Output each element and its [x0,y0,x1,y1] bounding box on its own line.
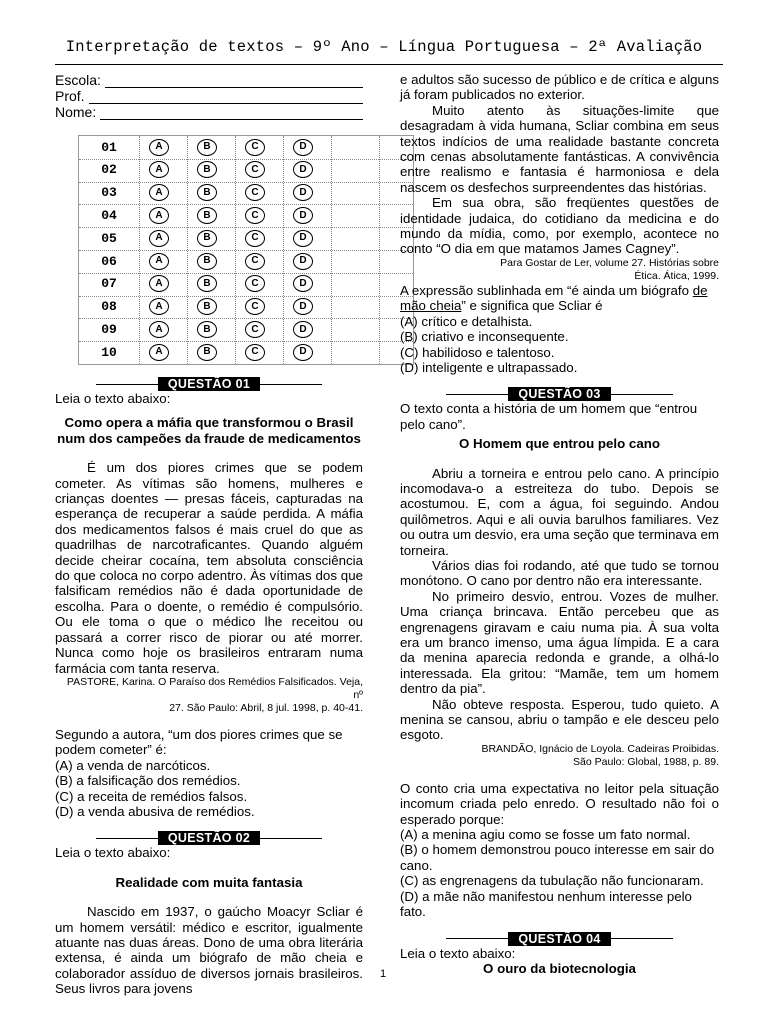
answer-row [79,136,413,159]
answer-row [79,159,413,182]
answer-bubble-b[interactable]: B [197,344,217,361]
q2-title: Realidade com muita fantasia [115,874,303,890]
q2-question: A expressão sublinhada em “é ainda um biógrafo de mão cheia” e significa que Scliar é [400,282,708,314]
q1-label: QUESTÃO 01 [158,377,260,391]
answer-grid [78,135,414,365]
answer-bubble-c[interactable]: C [245,161,265,178]
answer-bubble-d[interactable]: D [293,253,313,270]
q3-intro: O texto conta a história de um homem que “entrou pelo cano”. [400,401,698,432]
answer-bubble-c[interactable]: C [245,184,265,201]
answer-bubble-d[interactable]: D [293,207,313,224]
q3-option-c[interactable]: (C) as engrenagens da tubulação não funcionaram. [400,873,704,889]
answer-bubble-a[interactable]: A [149,184,169,201]
answer-bubble-b[interactable]: B [197,321,217,338]
q3-paragraph-4: Não obteve resposta. Esperou, tudo quieto. A menina se cansou, abriu o tampão e ele desceu pelo esgoto. [400,696,719,743]
answer-bubble-d[interactable]: D [293,344,313,361]
q3-label-bar [400,387,719,401]
answer-bubble-c[interactable]: C [245,230,265,247]
q2-option-d[interactable]: (D) inteligente e ultrapassado. [400,359,578,375]
answer-bubble-b[interactable]: B [197,139,217,156]
answer-bubble-a[interactable]: A [149,161,169,178]
answer-row-number: 07 [101,276,117,292]
answer-row-number: 01 [101,139,117,155]
prof-field[interactable]: Prof. [55,88,363,104]
answer-row-number: 10 [101,344,117,360]
answer-bubble-b[interactable]: B [197,253,217,270]
q2-paragraph-1-cont: e adultos são sucesso de público e de crítica e alguns já foram publicados no exterior. [400,72,719,103]
q1-option-b[interactable]: (B) a falsificação dos remédios. [55,773,241,789]
answer-bubble-c[interactable]: C [245,139,265,156]
q2-paragraph-2: Muito atento às situações-limite que desagradam à vida humana, Scliar combina em seus textos indícios de uma realidade bastante concreta com cenas absolutamente fantásticas. A convivência entre realismo e fantasia é harmoniosa e dela nascem os desfechos surpreendentes das histórias. [400,102,719,195]
q1-intro: Leia o texto abaixo: [55,391,171,406]
q2-source-1: Para Gostar de Ler, volume 27. Histórias sobre [500,256,719,269]
q1-option-a[interactable]: (A) a venda de narcóticos. [55,757,211,773]
answer-bubble-d[interactable]: D [293,298,313,315]
q2-label-bar [55,831,363,845]
q1-option-c[interactable]: (C) a receita de remédios falsos. [55,788,248,804]
q1-title: Como opera a máfia que transformou o Brasil num dos campeões da fraude de medicamentos [57,415,361,446]
q4-label: QUESTÃO 04 [508,932,610,946]
answer-bubble-a[interactable]: A [149,344,169,361]
answer-row [79,250,413,273]
q2-option-b[interactable]: (B) criativo e inconsequente. [400,329,569,345]
q1-source-2: 27. São Paulo: Abril, 8 jul. 1998, p. 40-41. [169,701,363,714]
q3-paragraph-3: No primeiro desvio, entrou. Vozes de mulher. Uma criança brincava. Então percebeu que as engrenagens giravam e caiu numa pia. À sua volta era um branco imenso, uma água límpida. E a cara da menina aparecia redonda e grande, a olhá-lo interessada. Ela gritou: “Mamãe, tem um homem dentro da pia”. [400,588,719,697]
answer-row-number: 03 [101,185,117,201]
answer-bubble-d[interactable]: D [293,161,313,178]
answer-row-number: 06 [101,253,117,269]
underlined-expression: de mão cheia [400,282,708,314]
answer-bubble-a[interactable]: A [149,139,169,156]
answer-row-number: 05 [101,230,117,246]
q2-paragraph-3: Em sua obra, são freqüentes questões de identidade judaica, do cotidiano da medicina e do mundo da mídia, como, por exemplo, acontece no conto “O dia em que matamos James Cagney”. [400,195,719,257]
q3-label: QUESTÃO 03 [508,387,610,401]
answer-row [79,227,413,250]
answer-bubble-d[interactable]: D [293,230,313,247]
answer-row [79,182,413,205]
answer-bubble-c[interactable]: C [245,275,265,292]
q1-label-bar [55,377,363,391]
answer-bubble-b[interactable]: B [197,230,217,247]
q1-text: É um dos piores crimes que se podem cometer. As vítimas são homens, mulheres e crianças doentes — presas fáceis, capturadas na esperança de recuperar a saúde perdida. A máfia dos medicamentos falsos é mais cruel do que as quadrilhas de narcotraficantes. Quando alguém decide cheirar cocaína, tem absoluta consciência do que coloca no corpo adentro. Às vítimas dos que falsificam remédios não é dada oportunidade de escolha. Para o doente, o remédio é compulsório. Ou ele toma o que o médico lhe receitou ou passará a correr risco de piorar ou até morrer. Nunca como hoje os brasileiros entraram numa farmácia com tanta reserva. [55,460,363,676]
q4-label-bar [400,932,719,946]
answer-bubble-d[interactable]: D [293,321,313,338]
answer-bubble-b[interactable]: B [197,207,217,224]
answer-bubble-d[interactable]: D [293,184,313,201]
q3-title: O Homem que entrou pelo cano [459,436,660,452]
answer-bubble-a[interactable]: A [149,275,169,292]
q2-source-2: Ética. Ática, 1999. [634,269,719,282]
answer-row [79,273,413,296]
answer-row [79,296,413,319]
q3-option-a[interactable]: (A) a menina agiu como se fosse um fato normal. [400,827,691,843]
answer-row [79,318,413,341]
answer-row [79,204,413,227]
q3-question: O conto cria uma expectativa no leitor pela situação incomum criada pelo enredo. O resultado não foi o esperado porque: [400,780,719,827]
page-header: Interpretação de textos – 9º Ano – Língua Portuguesa – 2ª Avaliação [65,38,703,56]
q3-option-d[interactable]: (D) a mãe não manifestou nenhum interesse pelo fato. [400,888,692,920]
q2-label: QUESTÃO 02 [158,831,260,845]
answer-bubble-b[interactable]: B [197,161,217,178]
answer-bubble-a[interactable]: A [149,298,169,315]
answer-bubble-b[interactable]: B [197,298,217,315]
answer-bubble-b[interactable]: B [197,275,217,292]
answer-bubble-c[interactable]: C [245,344,265,361]
escola-field[interactable]: Escola: [55,72,363,88]
q2-option-a[interactable]: (A) crítico e detalhista. [400,313,533,329]
answer-bubble-a[interactable]: A [149,253,169,270]
answer-row-number: 04 [101,208,117,224]
q1-question: Segundo a autora, “um dos piores crimes que se podem cometer” é: [55,726,343,758]
answer-bubble-a[interactable]: A [149,321,169,338]
answer-row-number: 02 [101,162,117,178]
q3-option-b[interactable]: (B) o homem demonstrou pouco interesse em sair do cano. [400,842,715,873]
q3-paragraph-1: Abriu a torneira e entrou pelo cano. A princípio incomodava-o a estreiteza do tubo. Depois se acostumou. E, com a água, foi seguindo. Andou quilômetros. Aqui e ali ouvia barulhos familiares. Vez ou outra um desvio, era uma seção que terminava em torneira. [400,465,719,558]
q4-title: O ouro da biotecnologia [483,960,636,976]
answer-bubble-a[interactable]: A [149,207,169,224]
left-column [55,72,363,997]
answer-bubble-d[interactable]: D [293,275,313,292]
right-column [400,72,719,976]
answer-row-number: 09 [101,322,117,338]
answer-bubble-b[interactable]: B [197,184,217,201]
q3-paragraph-2: Vários dias foi rodando, até que tudo se tornou monótono. O cano por dentro não era interessante. [400,557,719,589]
answer-row [79,341,413,364]
answer-bubble-c[interactable]: C [245,253,265,270]
nome-field[interactable]: Nome: [55,104,363,120]
q3-source-1: BRANDÃO, Ignácio de Loyola. Cadeiras Proibidas. [481,742,719,755]
q1-source-1: PASTORE, Karina. O Paraíso dos Remédios Falsificados. Veja, nº [66,675,363,701]
q3-source-2: São Paulo: Global, 1988, p. 89. [573,755,719,768]
q2-intro: Leia o texto abaixo: [55,845,171,861]
q1-option-d[interactable]: (D) a venda abusiva de remédios. [55,803,255,819]
page-number: 1 [380,968,387,980]
q4-intro: Leia o texto abaixo: [400,945,516,961]
answer-bubble-a[interactable]: A [149,230,169,247]
answer-bubble-c[interactable]: C [245,207,265,224]
q2-paragraph-1: Nascido em 1937, o gaúcho Moacyr Scliar é um homem versátil: médico e escritor, igualmente atuante nas duas áreas. Dono de uma obra literária extensa, é ainda um biógrafo de mão cheia e colaborador assíduo de diversos jornais brasileiros. Seus livros para jovens [55,904,363,997]
answer-bubble-c[interactable]: C [245,321,265,338]
header-rule [55,64,723,65]
answer-row-number: 08 [101,299,117,315]
q2-option-c[interactable]: (C) habilidoso e talentoso. [400,344,555,360]
answer-bubble-d[interactable]: D [293,139,313,156]
answer-bubble-c[interactable]: C [245,298,265,315]
